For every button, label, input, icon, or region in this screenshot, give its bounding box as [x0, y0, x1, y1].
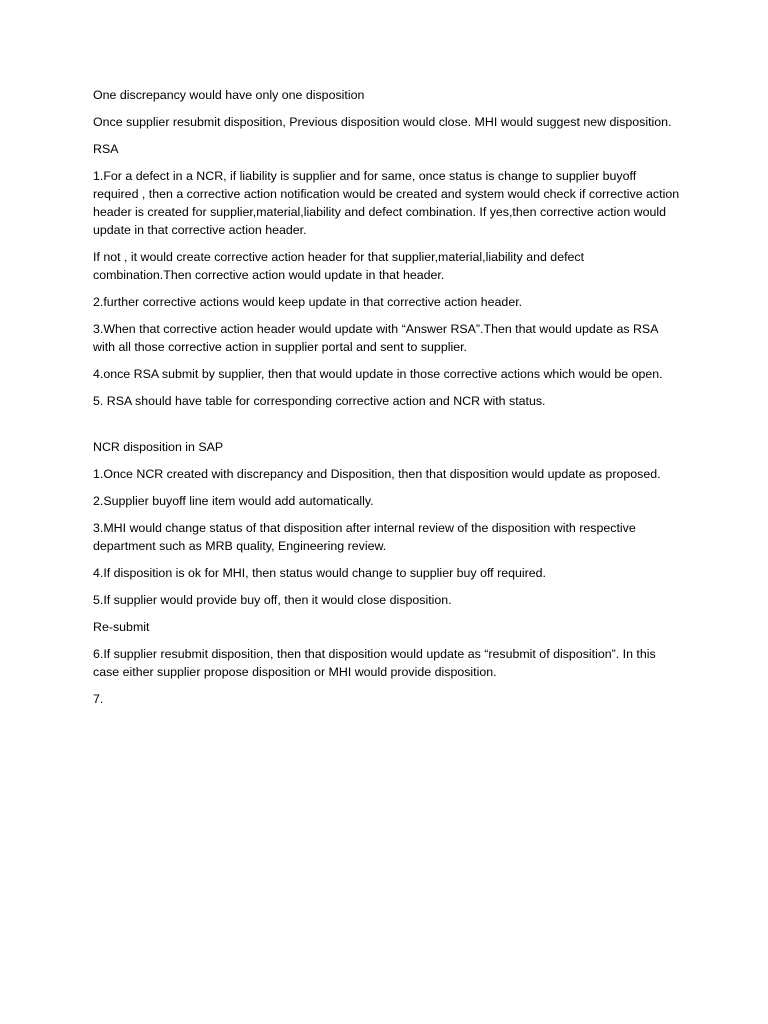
- rsa-paragraph-6: 5. RSA should have table for corresponding corrective action and NCR with status.: [93, 394, 546, 408]
- rsa-paragraph-2: If not , it would create corrective action header for that supplier,material,liability and defect combination.Then corrective action would update in that header.: [93, 250, 585, 282]
- ncr-heading: NCR disposition in SAP: [93, 440, 224, 454]
- rsa-paragraph-4: 3.When that corrective action header would update with “Answer RSA”.Then that would update as RSA with all those corrective action in supplier portal and sent to supplier.: [93, 322, 658, 354]
- document-page: [93, 86, 683, 717]
- ncr-paragraph-4: 4.If disposition is ok for MHI, then status would change to supplier buy off required.: [93, 566, 546, 580]
- rsa-heading: RSA: [93, 142, 119, 156]
- resubmit-heading: Re-submit: [93, 620, 150, 634]
- resubmit-paragraph-2: 7.: [93, 692, 104, 706]
- ncr-paragraph-1: 1.Once NCR created with discrepancy and Disposition, then that disposition would update as proposed.: [93, 467, 661, 481]
- ncr-paragraph-5: 5.If supplier would provide buy off, then it would close disposition.: [93, 593, 452, 607]
- rsa-paragraph-5: 4.once RSA submit by supplier, then that would update in those corrective actions which would be open.: [93, 367, 663, 381]
- rsa-paragraph-3: 2.further corrective actions would keep update in that corrective action header.: [93, 295, 523, 309]
- resubmit-paragraph-1: 6.If supplier resubmit disposition, then that disposition would update as “resubmit of disposition”. In this case either supplier propose disposition or MHI would provide disposition.: [93, 647, 656, 679]
- intro-paragraph-1: One discrepancy would have only one disposition: [93, 88, 365, 102]
- intro-paragraph-2: Once supplier resubmit disposition, Previous disposition would close. MHI would suggest new disposition.: [93, 115, 672, 129]
- ncr-paragraph-2: 2.Supplier buyoff line item would add automatically.: [93, 494, 374, 508]
- rsa-paragraph-1: 1.For a defect in a NCR, if liability is supplier and for same, once status is change to supplier buyoff required , then a corrective action notification would be created and system would check if corrective action header is created for supplier,material,liability and defect combination. If yes,then corrective action would update in that corrective action header.: [93, 169, 680, 237]
- ncr-paragraph-3: 3.MHI would change status of that disposition after internal review of the disposition with respective department such as MRB quality, Engineering review.: [93, 521, 636, 553]
- section-spacer: [93, 419, 683, 438]
